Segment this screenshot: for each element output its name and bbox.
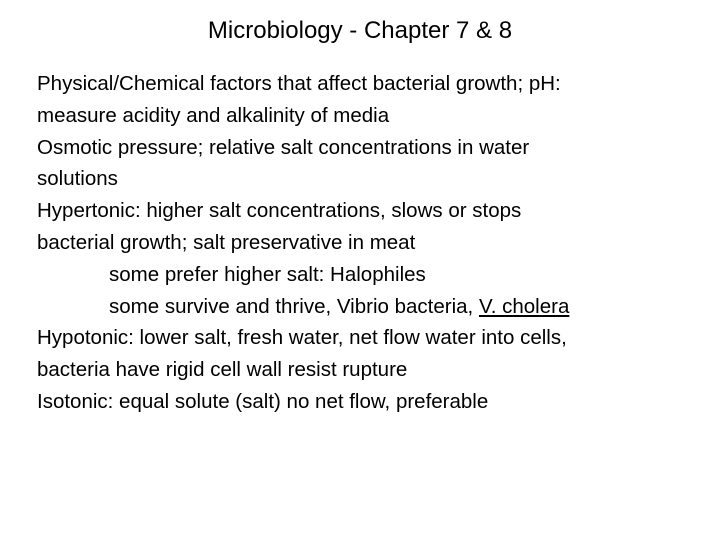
- body-line: bacteria have rigid cell wall resist rupture: [37, 358, 408, 382]
- indented-line: some prefer higher salt: Halophiles: [109, 262, 426, 286]
- body-text: some survive and thrive, Vibrio bacteria,: [109, 294, 479, 318]
- indented-line: [37, 291, 707, 323]
- slide-title: Microbiology - Chapter 7 & 8: [207, 17, 513, 44]
- body-line: bacterial growth; salt preservative in meat: [37, 230, 416, 254]
- body-line: measure acidity and alkalinity of media: [37, 103, 390, 127]
- body-line: Hypertonic: higher salt concentrations, slows or stops: [37, 199, 522, 223]
- underlined-species-name: V. cholera: [478, 294, 570, 318]
- body-line: Isotonic: equal solute (salt) no net flow, preferable: [37, 389, 489, 413]
- body-line: Hypotonic: lower salt, fresh water, net flow water into cells,: [37, 326, 567, 350]
- body-line: solutions: [37, 167, 118, 191]
- slide-body: [37, 68, 707, 418]
- body-line: Physical/Chemical factors that affect bacterial growth; pH:: [37, 72, 561, 95]
- body-line: Osmotic pressure; relative salt concentrations in water: [37, 135, 530, 159]
